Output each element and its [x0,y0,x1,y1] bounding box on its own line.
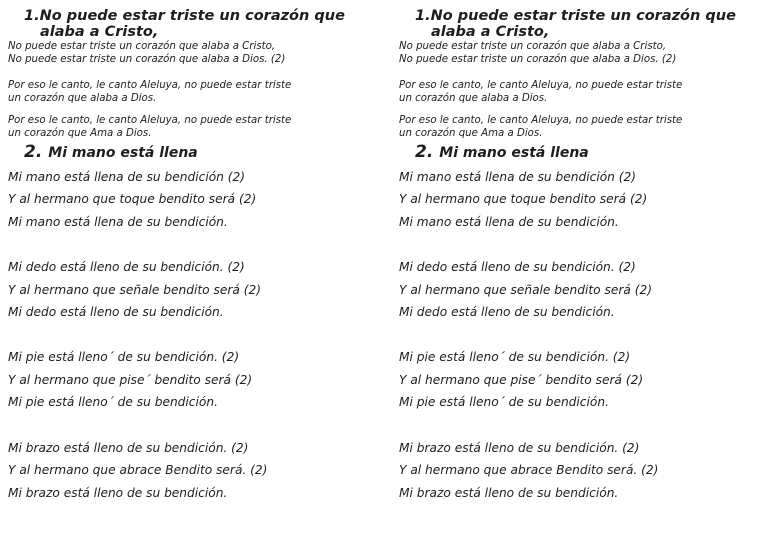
song1-intro-line: No puede estar triste un corazón que alaba a Cristo, [8,41,276,52]
verse-line: Mi dedo está lleno de su bendición. (2) [8,260,245,274]
song2-number: 2. [24,142,43,162]
song1-chorus-line: un corazón que alaba a Dios. [8,92,157,104]
song2-title [415,142,589,163]
song2-title-text: Mi mano está llena [439,145,589,161]
verse-line: Y al hermano que abrace Bendito será. (2) [399,463,659,477]
verse-line: Y al hermano que toque bendito será (2) [399,192,648,206]
song1-chorus-a [399,80,768,105]
song1-title [415,8,765,40]
song1-chorus-line: Por eso le canto, le canto Aleluya, no puede estar triste [8,115,292,126]
verse-line: Mi pie está lleno´ de su bendición. [399,395,609,409]
verse-line: Y al hermano que pise´ bendito será (2) [8,373,253,387]
verse-line: Mi pie está lleno´ de su bendición. [8,395,218,409]
verse-line: Mi brazo está lleno de su bendición. [399,486,619,500]
verse-line: Mi brazo está lleno de su bendición. [8,486,228,500]
verse-line: Mi pie está lleno´ de su bendición. (2) [8,350,240,364]
song1-intro [8,41,378,66]
song1-number: 1. [415,8,431,24]
song1-intro-line: No puede estar triste un corazón que alaba a Cristo, [399,41,667,52]
verse-line: Y al hermano que toque bendito será (2) [8,192,257,206]
verse-line: Mi brazo está lleno de su bendición. (2) [399,441,640,455]
song1-title-line1: No puede estar triste un corazón que [39,8,345,24]
verse-line: Mi brazo está lleno de su bendición. (2) [8,441,249,455]
song1-intro-line: No puede estar triste un corazón que alaba a Dios. (2) [8,53,286,65]
song1-intro [399,41,768,66]
song1-chorus-b [399,115,768,140]
song1-chorus-a [8,80,378,105]
verse-line: Mi dedo está lleno de su bendición. [8,305,224,319]
song1-chorus-b [8,115,378,140]
song2-number: 2. [415,142,434,162]
verse-line: Mi mano está llena de su bendición (2) [8,170,246,184]
verse-line: Mi dedo está lleno de su bendición. [399,305,615,319]
verse-line: Y al hermano que abrace Bendito será. (2) [8,463,268,477]
right-column [399,0,768,543]
verse-line: Mi pie está lleno´ de su bendición. (2) [399,350,631,364]
song1-number: 1. [24,8,40,24]
verse-line: Y al hermano que señale bendito será (2) [8,283,261,297]
song1-chorus-line: Por eso le canto, le canto Aleluya, no puede estar triste [399,80,683,91]
left-column [8,0,378,543]
song1-chorus-line: un corazón que alaba a Dios. [399,92,548,104]
verse-line: Mi mano está llena de su bendición. [8,215,228,229]
song1-title-line2: alaba a Cristo, [40,24,159,40]
song2-title [24,142,198,163]
song1-title-line2: alaba a Cristo, [431,24,550,40]
song1-chorus-line: Por eso le canto, le canto Aleluya, no puede estar triste [8,80,292,91]
verse-line: Mi mano está llena de su bendición. [399,215,619,229]
song1-intro-line: No puede estar triste un corazón que alaba a Dios. (2) [399,53,677,65]
verse-line: Mi mano está llena de su bendición (2) [399,170,637,184]
song2-title-text: Mi mano está llena [48,145,198,161]
song1-chorus-line: un corazón que Ama a Dios. [399,127,543,139]
verse-line: Y al hermano que pise´ bendito será (2) [399,373,644,387]
verse-line: Y al hermano que señale bendito será (2) [399,283,652,297]
song1-chorus-line: un corazón que Ama a Dios. [8,127,152,139]
song1-title [24,8,374,40]
song1-chorus-line: Por eso le canto, le canto Aleluya, no puede estar triste [399,115,683,126]
verse-line: Mi dedo está lleno de su bendición. (2) [399,260,636,274]
song1-title-line1: No puede estar triste un corazón que [430,8,736,24]
